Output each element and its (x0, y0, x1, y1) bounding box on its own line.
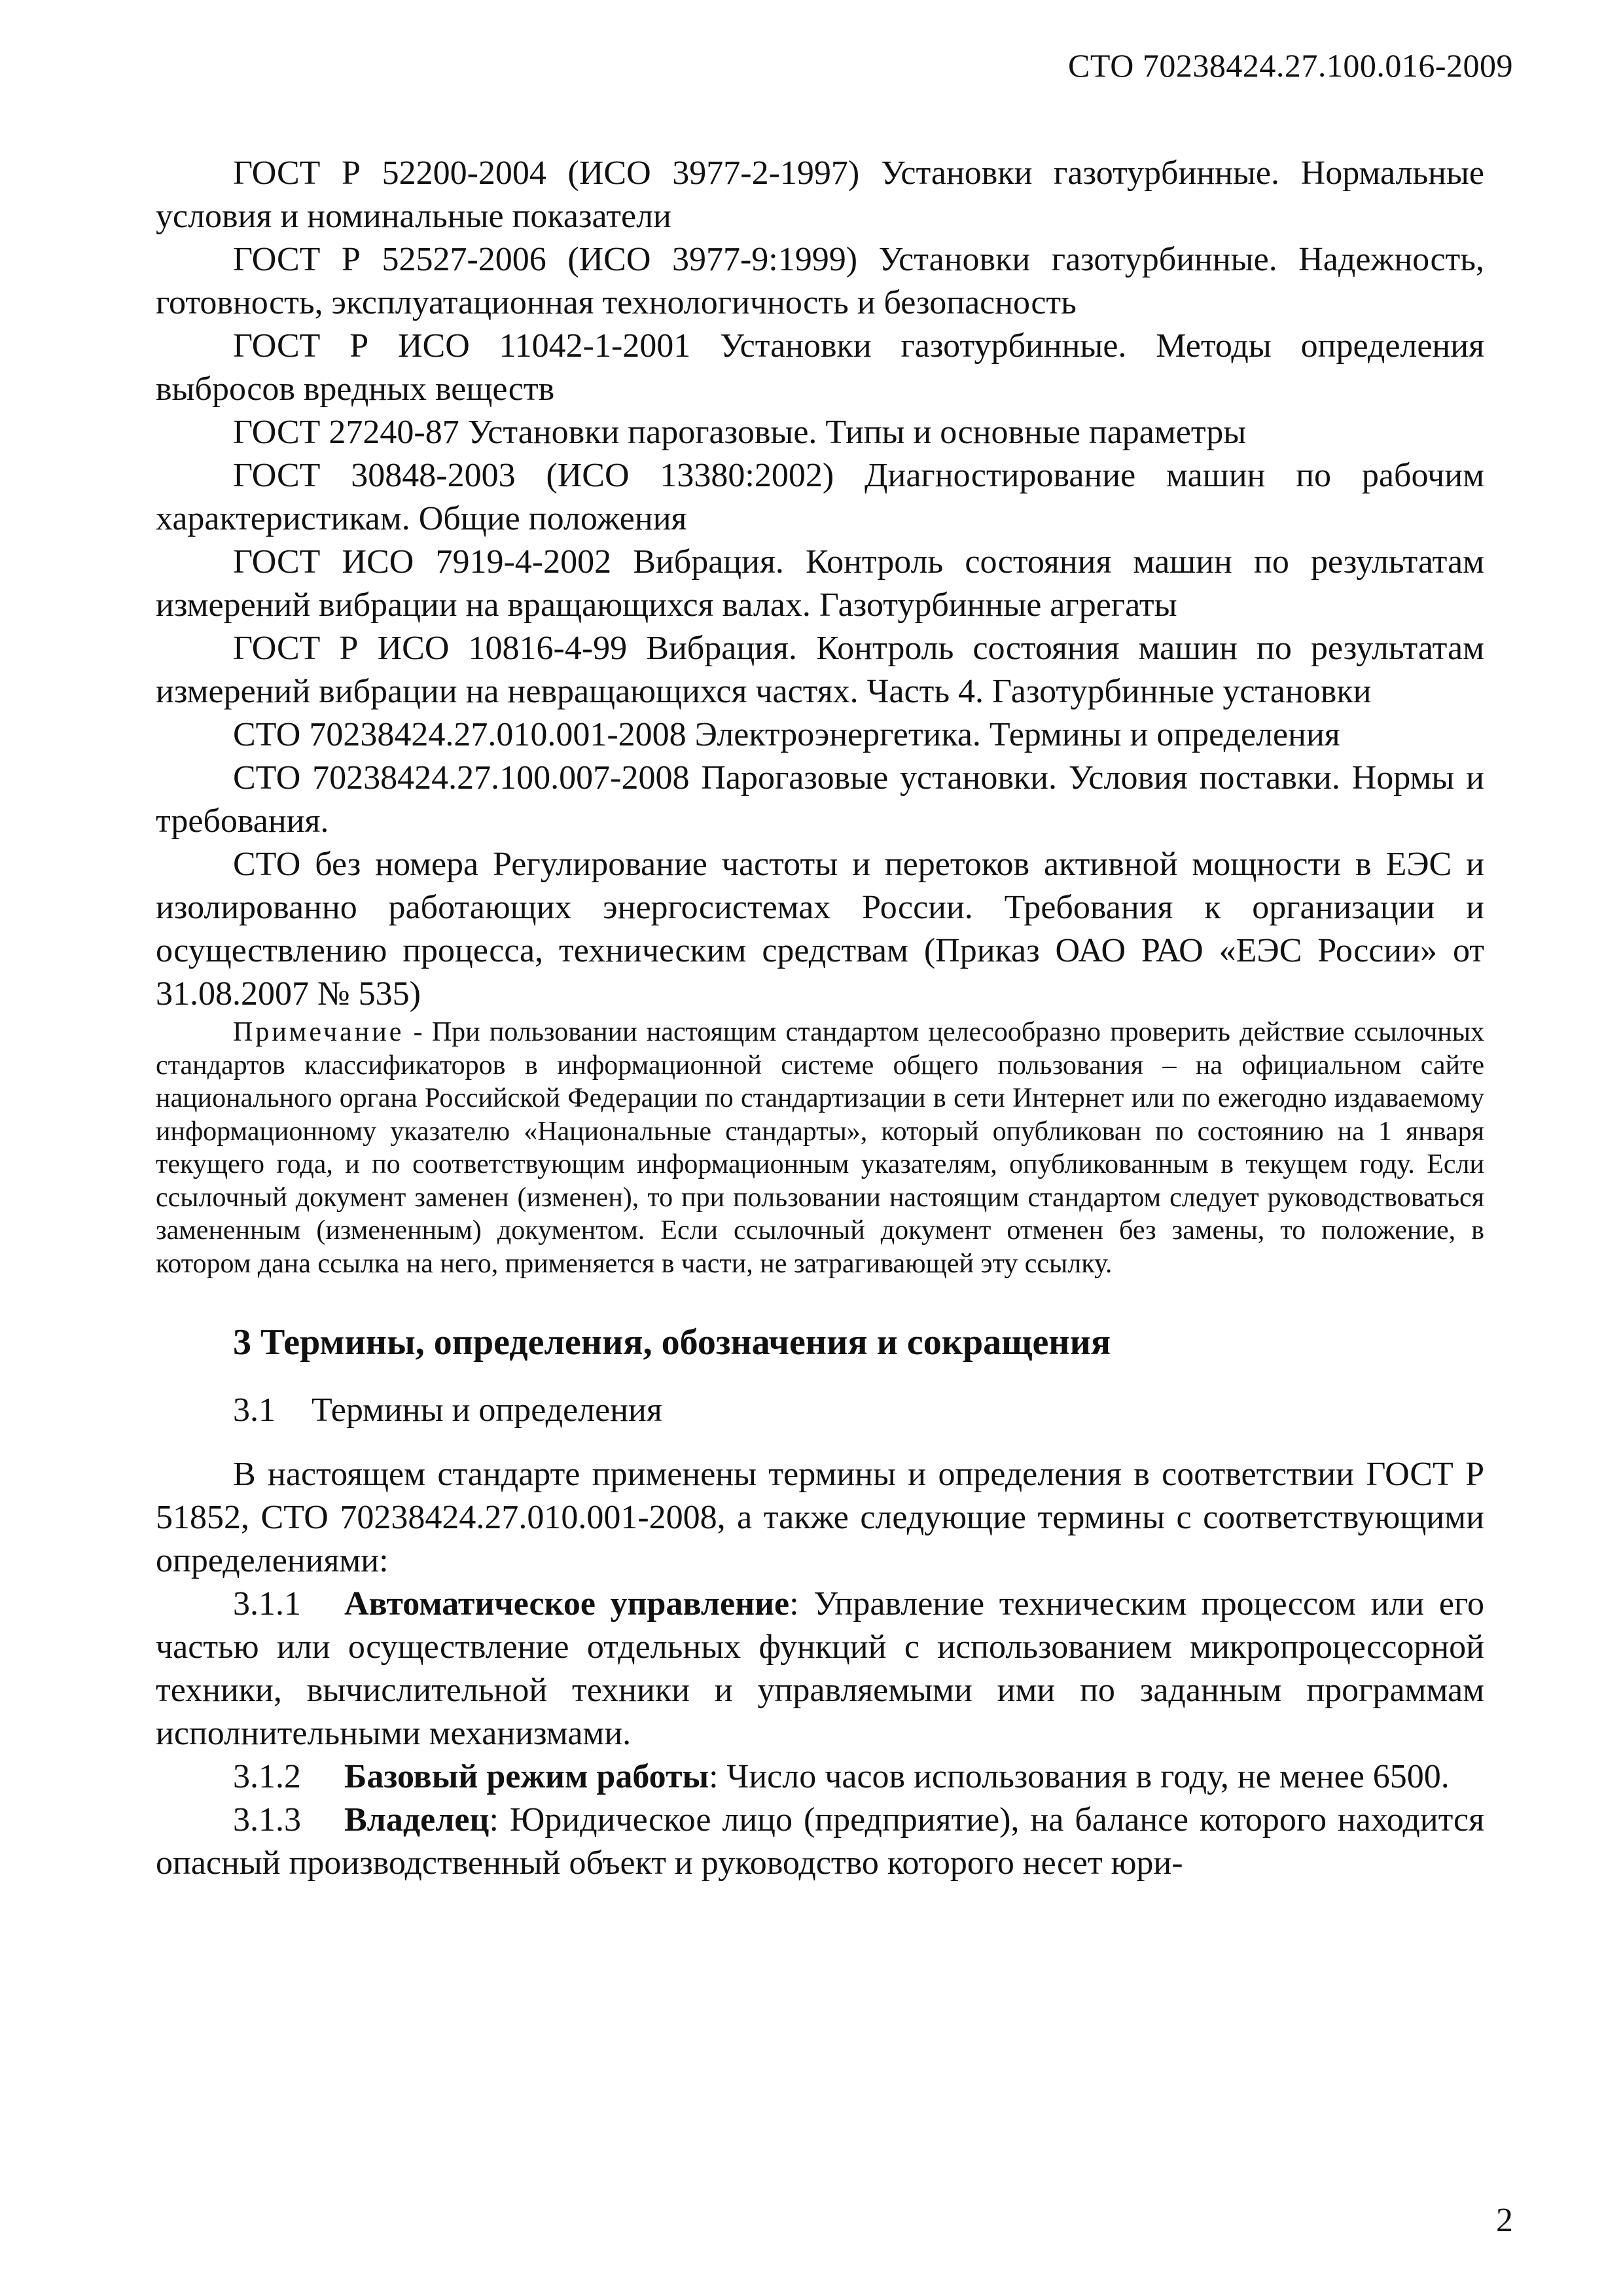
term-text: : Юридическое лицо (предприятие), на балансе которого находится опасный производственный объект и руководство которого несет юри- (156, 1801, 1484, 1882)
reference-item: ГОСТ Р ИСО 10816-4-99 Вибрация. Контроль состояния машин по результатам измерений вибрации на невращающихся частях. Часть 4. Газотурбинные установки (156, 630, 1484, 710)
reference-item: СТО 70238424.27.100.007-2008 Парогазовые установки. Условия поставки. Нормы и требования. (156, 759, 1484, 840)
term-definition (156, 1583, 1484, 1755)
note-text: - При пользовании настоящим стандартом целесообразно проверить действие ссылочных стандартов классификаторов в информационной системе общего пользования – на официальном сайте национального органа Российской Федерации по стандартизации в сети Интернет или по ежегодно издаваемому информационному указателю «Национальные стандарты», который опубликован по состоянию на 1 января текущего года, и по соответствующим информационным указателям, опубликованным в текущем году. Если ссылочный документ заменен (изменен), то при пользовании настоящим стандартом следует руководствоваться замененным (измененным) документом. Если ссылочный документ отменен без замены, то положение, в котором дана ссылка на него, применяется в части, не затрагивающей эту ссылку. (156, 1017, 1484, 1279)
term-text: : Управление техническим процессом или его частью или осуществление отдельных функций с использованием микропроцессорной техники, вычислительной техники и управляемыми ими по заданным программам исполнительными механизмами. (156, 1585, 1484, 1752)
reference-item: ГОСТ Р 52527-2006 (ИСО 3977-9:1999) Установки газотурбинные. Надежность, готовность, эксплуатационная технологичность и безопасность (156, 241, 1484, 321)
reference-note (156, 1016, 1484, 1280)
reference-item: ГОСТ ИСО 7919-4-2002 Вибрация. Контроль состояния машин по результатам измерений вибрации на вращающихся валах. Газотурбинные агрегаты (156, 543, 1484, 624)
term-number: 3.1.1 (233, 1585, 301, 1623)
reference-item: ГОСТ Р ИСО 11042-1-2001 Установки газотурбинные. Методы определения выбросов вредных веществ (156, 327, 1484, 408)
page-content (156, 152, 1484, 1885)
term-text: : Число часов использования в году, не менее 6500. (709, 1758, 1450, 1795)
term-number: 3.1.3 (233, 1801, 301, 1839)
term-definition (156, 1755, 1484, 1799)
section-title: 3 Термины, определения, обозначения и сокращения (233, 1322, 1111, 1363)
document-code-header: СТО 70238424.27.100.016-2009 (1068, 47, 1513, 84)
term-name: Владелец (344, 1801, 490, 1839)
note-label: Примечание (233, 1017, 404, 1047)
reference-item: ГОСТ 27240-87 Установки парогазовые. Типы и основные параметры (233, 414, 1247, 451)
reference-item: ГОСТ 30848-2003 (ИСО 13380:2002) Диагностирование машин по рабочим характеристикам. Общие положения (156, 457, 1484, 537)
reference-item: ГОСТ Р 52200-2004 (ИСО 3977-2-1997) Установки газотурбинные. Нормальные условия и номинальные показатели (156, 154, 1484, 235)
subsection-title: Термины и определения (312, 1391, 662, 1429)
reference-item: СТО без номера Регулирование частоты и перетоков активной мощности в ЕЭС и изолированно работающих энергосистемах России. Требования к организации и осуществлению процесса, техническим средствам (Приказ ОАО РАО «ЕЭС России» от 31.08.2007 № 535) (156, 846, 1484, 1013)
reference-item: СТО 70238424.27.010.001-2008 Электроэнергетика. Термины и определения (233, 716, 1340, 753)
term-number: 3.1.2 (233, 1758, 301, 1795)
term-definition (156, 1799, 1484, 1885)
subsection-number: 3.1 (233, 1391, 276, 1429)
subsection-heading (156, 1388, 1484, 1433)
term-name: Автоматическое управление (344, 1585, 790, 1623)
term-name: Базовый режим работы (344, 1758, 709, 1795)
section-intro: В настоящем стандарте применены термины и определения в соответствии ГОСТ Р 51852, СТО 70238424.27.010.001-2008, а также следующие термины с соответствующими определениями: (156, 1456, 1484, 1579)
page-number: 2 (1496, 2202, 1513, 2239)
